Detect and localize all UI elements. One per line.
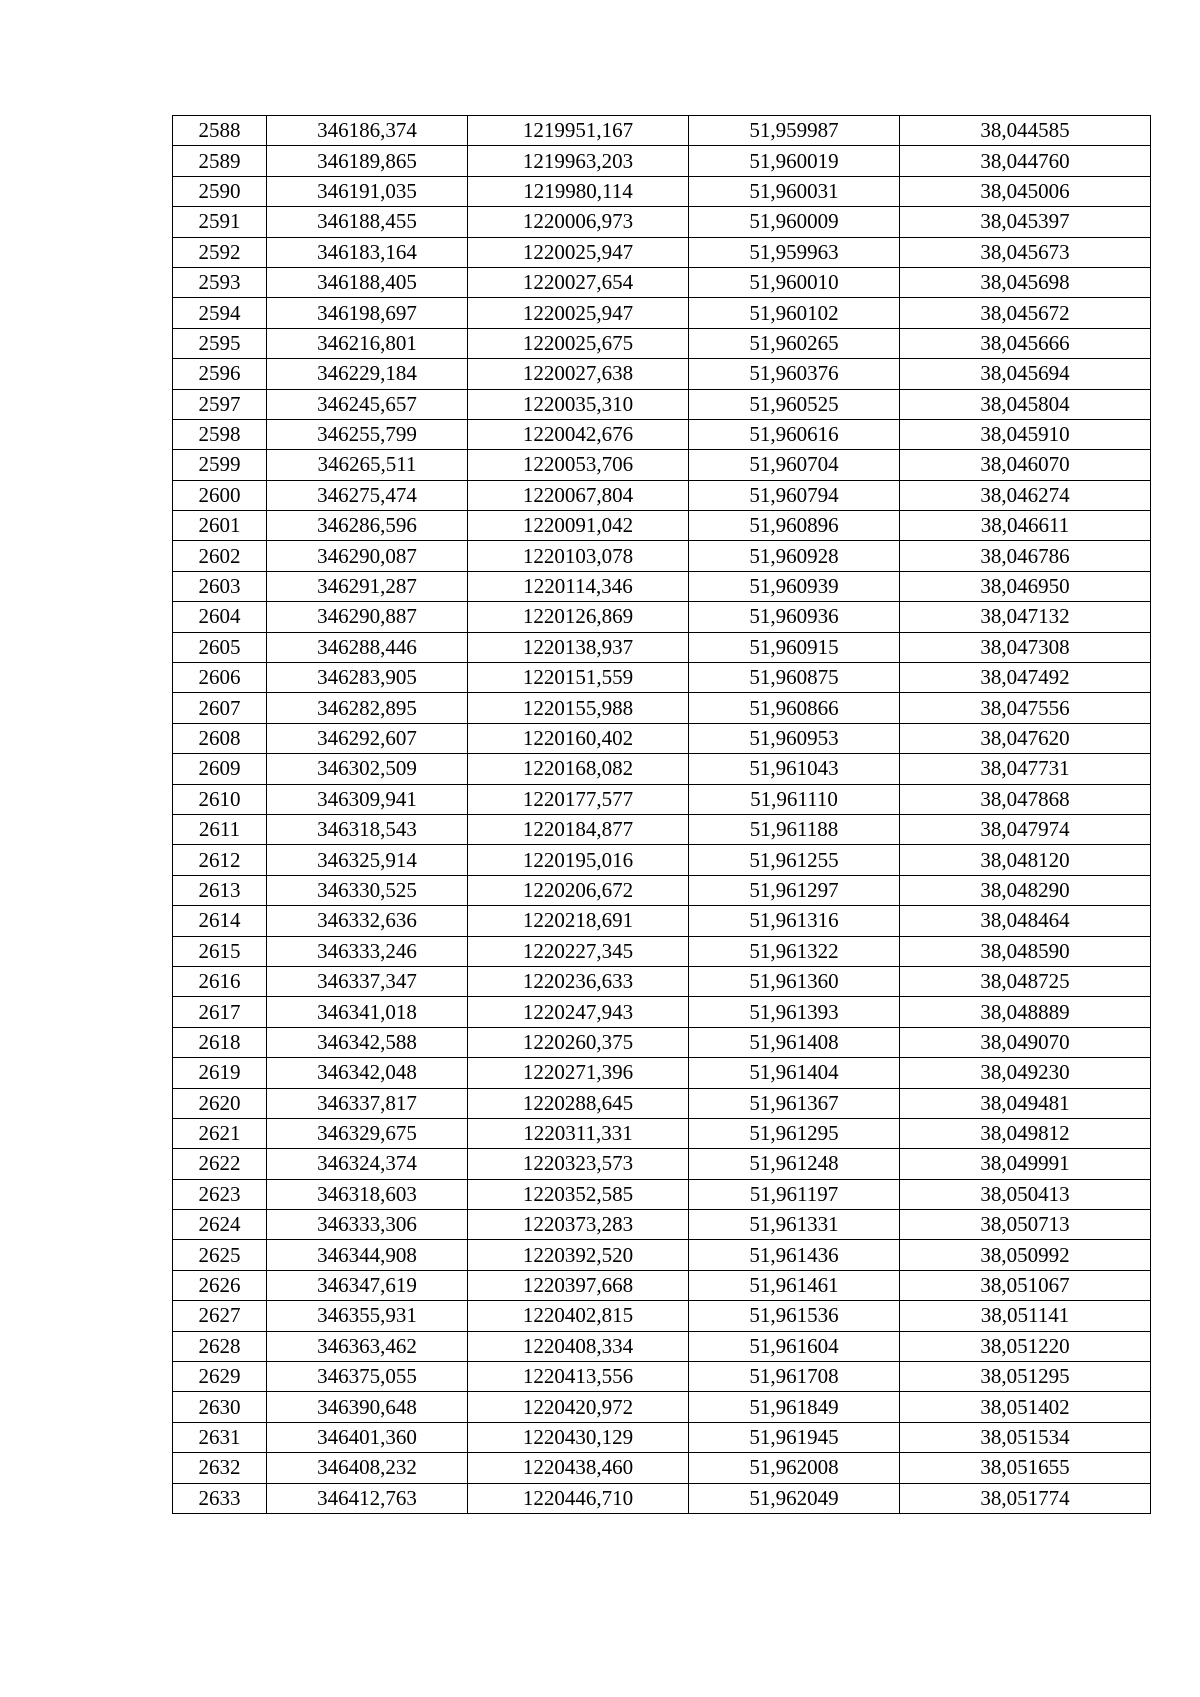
table-row bbox=[173, 632, 1151, 662]
coord-y-cell: 1220042,676 bbox=[468, 419, 689, 449]
coord-x-cell: 346309,941 bbox=[267, 784, 468, 814]
table-row bbox=[173, 541, 1151, 571]
coord-y-cell: 1220271,396 bbox=[468, 1058, 689, 1088]
coord-x-cell: 346401,360 bbox=[267, 1422, 468, 1452]
point-number-cell: 2605 bbox=[173, 632, 267, 662]
table-row bbox=[173, 571, 1151, 601]
latitude-cell: 51,962049 bbox=[689, 1483, 900, 1513]
table-row bbox=[173, 1301, 1151, 1331]
table-row bbox=[173, 663, 1151, 693]
latitude-cell: 51,960953 bbox=[689, 723, 900, 753]
table-row bbox=[173, 1422, 1151, 1452]
longitude-cell: 38,047492 bbox=[900, 663, 1151, 693]
coord-y-cell: 1220091,042 bbox=[468, 511, 689, 541]
longitude-cell: 38,047556 bbox=[900, 693, 1151, 723]
coord-y-cell: 1220053,706 bbox=[468, 450, 689, 480]
latitude-cell: 51,960915 bbox=[689, 632, 900, 662]
table-row bbox=[173, 1088, 1151, 1118]
point-number-cell: 2594 bbox=[173, 298, 267, 328]
latitude-cell: 51,961188 bbox=[689, 814, 900, 844]
coord-y-cell: 1220195,016 bbox=[468, 845, 689, 875]
longitude-cell: 38,048889 bbox=[900, 997, 1151, 1027]
coord-y-cell: 1220446,710 bbox=[468, 1483, 689, 1513]
coord-y-cell: 1220025,947 bbox=[468, 298, 689, 328]
table-row bbox=[173, 298, 1151, 328]
point-number-cell: 2629 bbox=[173, 1362, 267, 1392]
point-number-cell: 2624 bbox=[173, 1210, 267, 1240]
coord-y-cell: 1220126,869 bbox=[468, 602, 689, 632]
point-number-cell: 2632 bbox=[173, 1453, 267, 1483]
coord-y-cell: 1220025,947 bbox=[468, 237, 689, 267]
coord-y-cell: 1219963,203 bbox=[468, 146, 689, 176]
longitude-cell: 38,047868 bbox=[900, 784, 1151, 814]
table-row bbox=[173, 1118, 1151, 1148]
coord-y-cell: 1220114,346 bbox=[468, 571, 689, 601]
coord-x-cell: 346333,306 bbox=[267, 1210, 468, 1240]
table-row bbox=[173, 997, 1151, 1027]
table-row bbox=[173, 754, 1151, 784]
longitude-cell: 38,045006 bbox=[900, 176, 1151, 206]
point-number-cell: 2611 bbox=[173, 814, 267, 844]
longitude-cell: 38,049481 bbox=[900, 1088, 1151, 1118]
table-row bbox=[173, 1331, 1151, 1361]
latitude-cell: 51,961043 bbox=[689, 754, 900, 784]
latitude-cell: 51,960704 bbox=[689, 450, 900, 480]
longitude-cell: 38,046070 bbox=[900, 450, 1151, 480]
table-row bbox=[173, 1240, 1151, 1270]
longitude-cell: 38,048590 bbox=[900, 936, 1151, 966]
point-number-cell: 2614 bbox=[173, 906, 267, 936]
coord-x-cell: 346198,697 bbox=[267, 298, 468, 328]
longitude-cell: 38,047974 bbox=[900, 814, 1151, 844]
coord-x-cell: 346341,018 bbox=[267, 997, 468, 1027]
longitude-cell: 38,051774 bbox=[900, 1483, 1151, 1513]
longitude-cell: 38,044585 bbox=[900, 116, 1151, 146]
coord-x-cell: 346332,636 bbox=[267, 906, 468, 936]
coord-x-cell: 346290,887 bbox=[267, 602, 468, 632]
longitude-cell: 38,049991 bbox=[900, 1149, 1151, 1179]
longitude-cell: 38,051220 bbox=[900, 1331, 1151, 1361]
point-number-cell: 2620 bbox=[173, 1088, 267, 1118]
coord-x-cell: 346191,035 bbox=[267, 176, 468, 206]
latitude-cell: 51,961436 bbox=[689, 1240, 900, 1270]
table-row bbox=[173, 1149, 1151, 1179]
coord-y-cell: 1220227,345 bbox=[468, 936, 689, 966]
longitude-cell: 38,045397 bbox=[900, 207, 1151, 237]
point-number-cell: 2631 bbox=[173, 1422, 267, 1452]
coord-x-cell: 346186,374 bbox=[267, 116, 468, 146]
coord-x-cell: 346318,603 bbox=[267, 1179, 468, 1209]
point-number-cell: 2621 bbox=[173, 1118, 267, 1148]
table-row bbox=[173, 116, 1151, 146]
longitude-cell: 38,046611 bbox=[900, 511, 1151, 541]
point-number-cell: 2617 bbox=[173, 997, 267, 1027]
coord-y-cell: 1220168,082 bbox=[468, 754, 689, 784]
coord-x-cell: 346390,648 bbox=[267, 1392, 468, 1422]
longitude-cell: 38,045672 bbox=[900, 298, 1151, 328]
point-number-cell: 2606 bbox=[173, 663, 267, 693]
coord-x-cell: 346355,931 bbox=[267, 1301, 468, 1331]
latitude-cell: 51,961295 bbox=[689, 1118, 900, 1148]
coord-x-cell: 346292,607 bbox=[267, 723, 468, 753]
point-number-cell: 2610 bbox=[173, 784, 267, 814]
point-number-cell: 2590 bbox=[173, 176, 267, 206]
longitude-cell: 38,046274 bbox=[900, 480, 1151, 510]
coord-y-cell: 1220006,973 bbox=[468, 207, 689, 237]
table-row bbox=[173, 328, 1151, 358]
longitude-cell: 38,047731 bbox=[900, 754, 1151, 784]
coord-y-cell: 1220151,559 bbox=[468, 663, 689, 693]
table-row bbox=[173, 936, 1151, 966]
coord-x-cell: 346325,914 bbox=[267, 845, 468, 875]
latitude-cell: 51,961248 bbox=[689, 1149, 900, 1179]
coord-y-cell: 1220247,943 bbox=[468, 997, 689, 1027]
longitude-cell: 38,045804 bbox=[900, 389, 1151, 419]
coord-y-cell: 1220177,577 bbox=[468, 784, 689, 814]
point-number-cell: 2597 bbox=[173, 389, 267, 419]
point-number-cell: 2589 bbox=[173, 146, 267, 176]
latitude-cell: 51,960265 bbox=[689, 328, 900, 358]
latitude-cell: 51,960525 bbox=[689, 389, 900, 419]
point-number-cell: 2592 bbox=[173, 237, 267, 267]
coord-x-cell: 346375,055 bbox=[267, 1362, 468, 1392]
point-number-cell: 2598 bbox=[173, 419, 267, 449]
longitude-cell: 38,047308 bbox=[900, 632, 1151, 662]
latitude-cell: 51,960928 bbox=[689, 541, 900, 571]
coord-y-cell: 1220025,675 bbox=[468, 328, 689, 358]
point-number-cell: 2588 bbox=[173, 116, 267, 146]
coord-x-cell: 346189,865 bbox=[267, 146, 468, 176]
latitude-cell: 51,961461 bbox=[689, 1270, 900, 1300]
coord-y-cell: 1220218,691 bbox=[468, 906, 689, 936]
table-row bbox=[173, 1392, 1151, 1422]
coord-y-cell: 1220352,585 bbox=[468, 1179, 689, 1209]
latitude-cell: 51,960896 bbox=[689, 511, 900, 541]
coord-x-cell: 346188,455 bbox=[267, 207, 468, 237]
coord-x-cell: 346188,405 bbox=[267, 267, 468, 297]
coord-y-cell: 1220397,668 bbox=[468, 1270, 689, 1300]
coord-y-cell: 1220392,520 bbox=[468, 1240, 689, 1270]
longitude-cell: 38,049812 bbox=[900, 1118, 1151, 1148]
table-row bbox=[173, 1179, 1151, 1209]
coord-y-cell: 1220402,815 bbox=[468, 1301, 689, 1331]
table-row bbox=[173, 267, 1151, 297]
point-number-cell: 2593 bbox=[173, 267, 267, 297]
latitude-cell: 51,961604 bbox=[689, 1331, 900, 1361]
longitude-cell: 38,051655 bbox=[900, 1453, 1151, 1483]
longitude-cell: 38,047132 bbox=[900, 602, 1151, 632]
latitude-cell: 51,962008 bbox=[689, 1453, 900, 1483]
coord-y-cell: 1220430,129 bbox=[468, 1422, 689, 1452]
point-number-cell: 2619 bbox=[173, 1058, 267, 1088]
table-row bbox=[173, 1270, 1151, 1300]
coord-x-cell: 346342,048 bbox=[267, 1058, 468, 1088]
point-number-cell: 2607 bbox=[173, 693, 267, 723]
coord-y-cell: 1220027,638 bbox=[468, 359, 689, 389]
point-number-cell: 2628 bbox=[173, 1331, 267, 1361]
latitude-cell: 51,961360 bbox=[689, 966, 900, 996]
latitude-cell: 51,961297 bbox=[689, 875, 900, 905]
coord-y-cell: 1220160,402 bbox=[468, 723, 689, 753]
latitude-cell: 51,960031 bbox=[689, 176, 900, 206]
longitude-cell: 38,051295 bbox=[900, 1362, 1151, 1392]
coord-y-cell: 1220184,877 bbox=[468, 814, 689, 844]
coord-y-cell: 1220027,654 bbox=[468, 267, 689, 297]
table-row bbox=[173, 419, 1151, 449]
latitude-cell: 51,960866 bbox=[689, 693, 900, 723]
latitude-cell: 51,961708 bbox=[689, 1362, 900, 1392]
point-number-cell: 2601 bbox=[173, 511, 267, 541]
coord-y-cell: 1220155,988 bbox=[468, 693, 689, 723]
point-number-cell: 2626 bbox=[173, 1270, 267, 1300]
point-number-cell: 2599 bbox=[173, 450, 267, 480]
coord-x-cell: 346183,164 bbox=[267, 237, 468, 267]
coord-x-cell: 346275,474 bbox=[267, 480, 468, 510]
point-number-cell: 2591 bbox=[173, 207, 267, 237]
latitude-cell: 51,961393 bbox=[689, 997, 900, 1027]
latitude-cell: 51,960616 bbox=[689, 419, 900, 449]
latitude-cell: 51,961255 bbox=[689, 845, 900, 875]
table-row bbox=[173, 875, 1151, 905]
coord-y-cell: 1220323,573 bbox=[468, 1149, 689, 1179]
coord-y-cell: 1220311,331 bbox=[468, 1118, 689, 1148]
longitude-cell: 38,049230 bbox=[900, 1058, 1151, 1088]
coord-x-cell: 346229,184 bbox=[267, 359, 468, 389]
coord-x-cell: 346329,675 bbox=[267, 1118, 468, 1148]
coord-y-cell: 1220206,672 bbox=[468, 875, 689, 905]
coord-x-cell: 346342,588 bbox=[267, 1027, 468, 1057]
coord-x-cell: 346337,347 bbox=[267, 966, 468, 996]
coord-y-cell: 1220236,633 bbox=[468, 966, 689, 996]
table-row bbox=[173, 511, 1151, 541]
table-row bbox=[173, 1027, 1151, 1057]
longitude-cell: 38,045694 bbox=[900, 359, 1151, 389]
coord-x-cell: 346291,287 bbox=[267, 571, 468, 601]
table-row bbox=[173, 359, 1151, 389]
table-row bbox=[173, 207, 1151, 237]
latitude-cell: 51,961945 bbox=[689, 1422, 900, 1452]
longitude-cell: 38,045666 bbox=[900, 328, 1151, 358]
coord-x-cell: 346216,801 bbox=[267, 328, 468, 358]
coord-y-cell: 1219980,114 bbox=[468, 176, 689, 206]
coord-x-cell: 346245,657 bbox=[267, 389, 468, 419]
coord-x-cell: 346302,509 bbox=[267, 754, 468, 784]
coord-y-cell: 1220420,972 bbox=[468, 1392, 689, 1422]
table-row bbox=[173, 723, 1151, 753]
coord-y-cell: 1220288,645 bbox=[468, 1088, 689, 1118]
latitude-cell: 51,960019 bbox=[689, 146, 900, 176]
longitude-cell: 38,051534 bbox=[900, 1422, 1151, 1452]
latitude-cell: 51,960009 bbox=[689, 207, 900, 237]
latitude-cell: 51,961849 bbox=[689, 1392, 900, 1422]
longitude-cell: 38,048725 bbox=[900, 966, 1151, 996]
table-row bbox=[173, 480, 1151, 510]
latitude-cell: 51,959963 bbox=[689, 237, 900, 267]
coord-x-cell: 346290,087 bbox=[267, 541, 468, 571]
table-row bbox=[173, 389, 1151, 419]
table-row bbox=[173, 1362, 1151, 1392]
point-number-cell: 2618 bbox=[173, 1027, 267, 1057]
table-row bbox=[173, 784, 1151, 814]
coord-x-cell: 346324,374 bbox=[267, 1149, 468, 1179]
longitude-cell: 38,044760 bbox=[900, 146, 1151, 176]
point-number-cell: 2609 bbox=[173, 754, 267, 784]
latitude-cell: 51,960936 bbox=[689, 602, 900, 632]
point-number-cell: 2608 bbox=[173, 723, 267, 753]
point-number-cell: 2633 bbox=[173, 1483, 267, 1513]
longitude-cell: 38,048464 bbox=[900, 906, 1151, 936]
coord-y-cell: 1220260,375 bbox=[468, 1027, 689, 1057]
coord-x-cell: 346412,763 bbox=[267, 1483, 468, 1513]
longitude-cell: 38,047620 bbox=[900, 723, 1151, 753]
coord-y-cell: 1220413,556 bbox=[468, 1362, 689, 1392]
point-number-cell: 2596 bbox=[173, 359, 267, 389]
longitude-cell: 38,045698 bbox=[900, 267, 1151, 297]
table-row bbox=[173, 845, 1151, 875]
table-row bbox=[173, 602, 1151, 632]
coord-x-cell: 346286,596 bbox=[267, 511, 468, 541]
longitude-cell: 38,051402 bbox=[900, 1392, 1151, 1422]
coord-y-cell: 1219951,167 bbox=[468, 116, 689, 146]
latitude-cell: 51,961197 bbox=[689, 1179, 900, 1209]
point-number-cell: 2622 bbox=[173, 1149, 267, 1179]
latitude-cell: 51,960376 bbox=[689, 359, 900, 389]
table-row bbox=[173, 1058, 1151, 1088]
point-number-cell: 2630 bbox=[173, 1392, 267, 1422]
latitude-cell: 51,960794 bbox=[689, 480, 900, 510]
coord-x-cell: 346288,446 bbox=[267, 632, 468, 662]
coord-y-cell: 1220438,460 bbox=[468, 1453, 689, 1483]
latitude-cell: 51,959987 bbox=[689, 116, 900, 146]
coordinates-table bbox=[172, 115, 1151, 1514]
point-number-cell: 2615 bbox=[173, 936, 267, 966]
point-number-cell: 2604 bbox=[173, 602, 267, 632]
longitude-cell: 38,048120 bbox=[900, 845, 1151, 875]
point-number-cell: 2602 bbox=[173, 541, 267, 571]
coord-x-cell: 346337,817 bbox=[267, 1088, 468, 1118]
coord-x-cell: 346333,246 bbox=[267, 936, 468, 966]
coord-y-cell: 1220138,937 bbox=[468, 632, 689, 662]
latitude-cell: 51,961367 bbox=[689, 1088, 900, 1118]
coord-x-cell: 346282,895 bbox=[267, 693, 468, 723]
longitude-cell: 38,046786 bbox=[900, 541, 1151, 571]
table-row bbox=[173, 693, 1151, 723]
longitude-cell: 38,048290 bbox=[900, 875, 1151, 905]
latitude-cell: 51,961408 bbox=[689, 1027, 900, 1057]
table-row bbox=[173, 1210, 1151, 1240]
latitude-cell: 51,961536 bbox=[689, 1301, 900, 1331]
latitude-cell: 51,960010 bbox=[689, 267, 900, 297]
coord-y-cell: 1220067,804 bbox=[468, 480, 689, 510]
point-number-cell: 2616 bbox=[173, 966, 267, 996]
latitude-cell: 51,961316 bbox=[689, 906, 900, 936]
longitude-cell: 38,050992 bbox=[900, 1240, 1151, 1270]
point-number-cell: 2613 bbox=[173, 875, 267, 905]
point-number-cell: 2603 bbox=[173, 571, 267, 601]
coord-y-cell: 1220103,078 bbox=[468, 541, 689, 571]
latitude-cell: 51,961110 bbox=[689, 784, 900, 814]
point-number-cell: 2612 bbox=[173, 845, 267, 875]
coord-y-cell: 1220408,334 bbox=[468, 1331, 689, 1361]
table-row bbox=[173, 146, 1151, 176]
table-row bbox=[173, 814, 1151, 844]
longitude-cell: 38,049070 bbox=[900, 1027, 1151, 1057]
coord-y-cell: 1220035,310 bbox=[468, 389, 689, 419]
coord-x-cell: 346283,905 bbox=[267, 663, 468, 693]
coordinates-table-body bbox=[173, 116, 1151, 1514]
longitude-cell: 38,045910 bbox=[900, 419, 1151, 449]
latitude-cell: 51,960875 bbox=[689, 663, 900, 693]
point-number-cell: 2627 bbox=[173, 1301, 267, 1331]
table-row bbox=[173, 237, 1151, 267]
longitude-cell: 38,050713 bbox=[900, 1210, 1151, 1240]
longitude-cell: 38,051067 bbox=[900, 1270, 1151, 1300]
latitude-cell: 51,961322 bbox=[689, 936, 900, 966]
longitude-cell: 38,046950 bbox=[900, 571, 1151, 601]
latitude-cell: 51,960102 bbox=[689, 298, 900, 328]
latitude-cell: 51,961404 bbox=[689, 1058, 900, 1088]
coord-x-cell: 346344,908 bbox=[267, 1240, 468, 1270]
point-number-cell: 2600 bbox=[173, 480, 267, 510]
coord-x-cell: 346363,462 bbox=[267, 1331, 468, 1361]
table-row bbox=[173, 1483, 1151, 1513]
table-row bbox=[173, 966, 1151, 996]
coord-x-cell: 346347,619 bbox=[267, 1270, 468, 1300]
latitude-cell: 51,960939 bbox=[689, 571, 900, 601]
latitude-cell: 51,961331 bbox=[689, 1210, 900, 1240]
coord-x-cell: 346265,511 bbox=[267, 450, 468, 480]
longitude-cell: 38,050413 bbox=[900, 1179, 1151, 1209]
table-row bbox=[173, 176, 1151, 206]
longitude-cell: 38,051141 bbox=[900, 1301, 1151, 1331]
coord-x-cell: 346408,232 bbox=[267, 1453, 468, 1483]
point-number-cell: 2623 bbox=[173, 1179, 267, 1209]
point-number-cell: 2625 bbox=[173, 1240, 267, 1270]
coord-x-cell: 346255,799 bbox=[267, 419, 468, 449]
coord-x-cell: 346330,525 bbox=[267, 875, 468, 905]
table-row bbox=[173, 1453, 1151, 1483]
table-row bbox=[173, 450, 1151, 480]
coord-x-cell: 346318,543 bbox=[267, 814, 468, 844]
point-number-cell: 2595 bbox=[173, 328, 267, 358]
longitude-cell: 38,045673 bbox=[900, 237, 1151, 267]
coord-y-cell: 1220373,283 bbox=[468, 1210, 689, 1240]
table-row bbox=[173, 906, 1151, 936]
